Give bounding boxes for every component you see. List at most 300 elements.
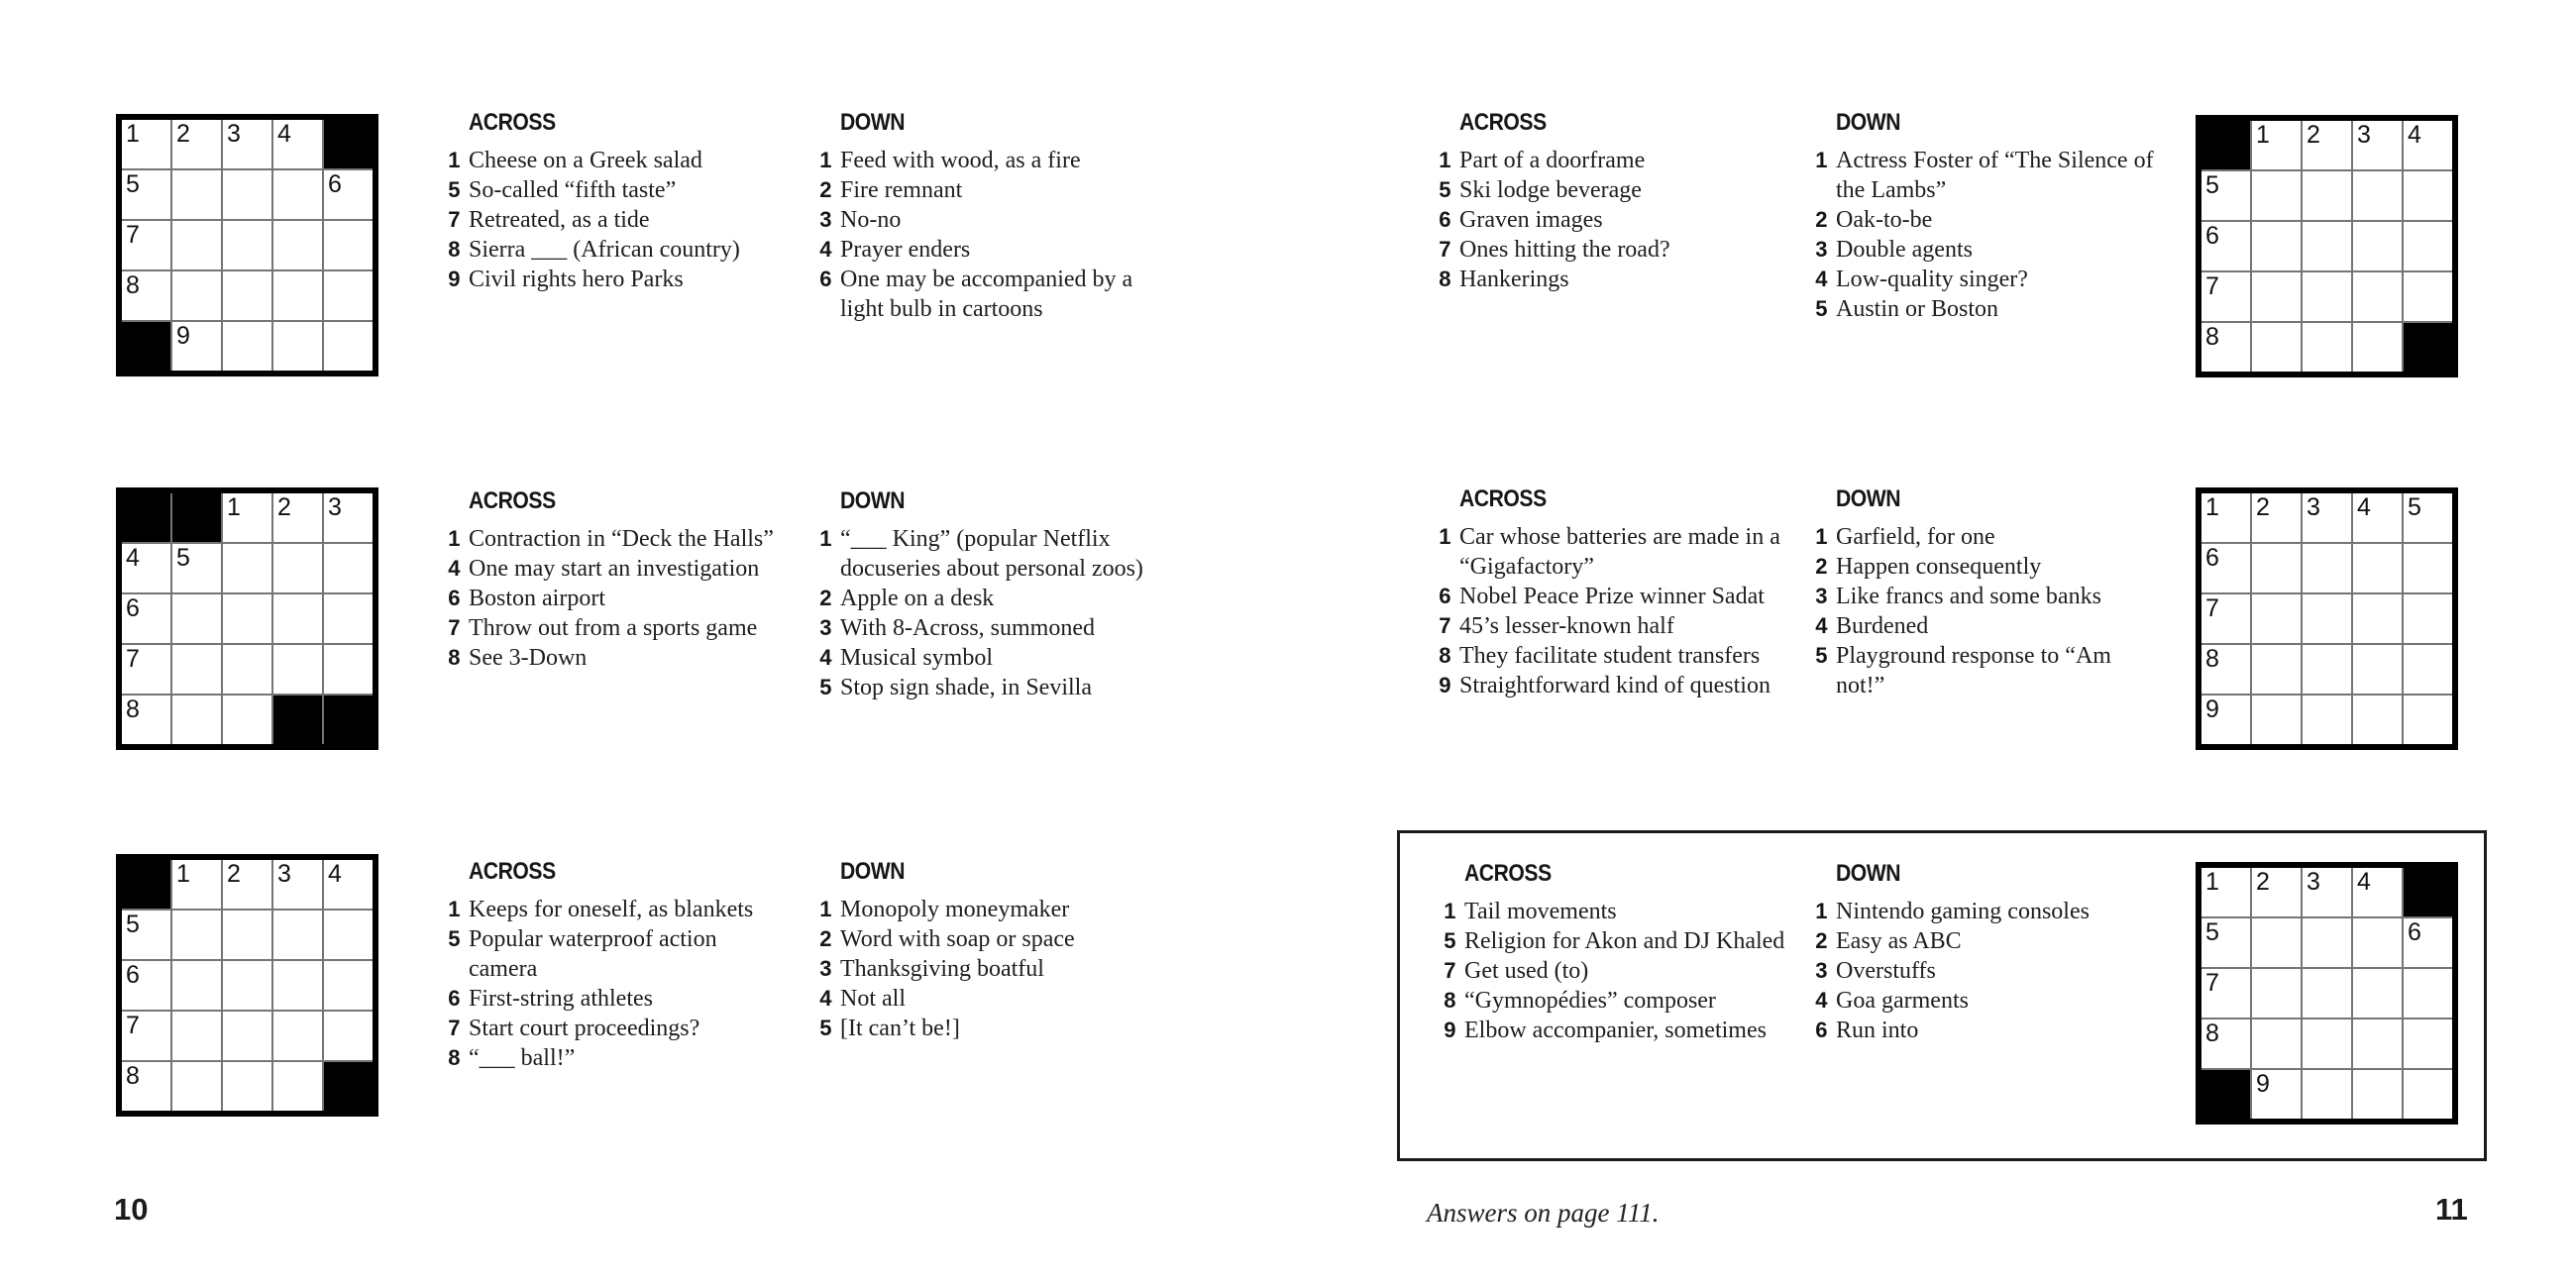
letter-square [324, 221, 373, 269]
letter-square [2353, 1020, 2402, 1068]
letter-square [273, 271, 322, 320]
letter-square [2303, 171, 2351, 220]
letter-square [2303, 1070, 2351, 1119]
clue-text: Playground response to “Am not!” [1836, 643, 2111, 698]
clue [434, 1043, 808, 1073]
black-square [172, 493, 221, 542]
letter-square [2303, 323, 2351, 372]
letter-square [172, 860, 221, 909]
square-number: 8 [126, 271, 140, 299]
clue [1430, 1016, 1804, 1045]
clue-text: Overstuffs [1836, 958, 1936, 984]
square-number: 5 [176, 544, 190, 572]
letter-square [2201, 272, 2250, 321]
clue-number: 7 [1444, 958, 1455, 983]
clue [1801, 582, 2176, 611]
letter-square [2404, 696, 2452, 744]
page-number-right: 11 [2435, 1192, 2468, 1227]
letter-square [2303, 1020, 2351, 1068]
clue-number: 8 [448, 645, 460, 670]
square-number: 8 [126, 1062, 140, 1090]
clue-text: Graven images [1459, 207, 1603, 233]
clue-text: Religion for Akon and DJ Khaled [1464, 928, 1785, 954]
puzzle-6-down-clues [1801, 860, 2176, 1045]
letter-square [2404, 1070, 2452, 1119]
clue-number: 3 [1815, 237, 1827, 262]
puzzle-1-across-clues [434, 109, 808, 294]
letter-square [2201, 1020, 2250, 1068]
clue-number: 3 [1815, 958, 1827, 983]
clue-text: Thanksgiving boatful [840, 956, 1044, 982]
square-number: 8 [126, 696, 140, 723]
clue-text: Popular waterproof action camera [469, 926, 717, 982]
square-number: 2 [176, 120, 190, 148]
clue [1801, 522, 2176, 552]
letter-square [2201, 544, 2250, 592]
letter-square [172, 271, 221, 320]
clue [434, 1014, 808, 1043]
clue-text: Like francs and some banks [1836, 584, 2101, 609]
clue [1801, 205, 2176, 235]
square-number: 8 [2205, 1020, 2219, 1047]
square-number: 6 [2408, 918, 2421, 946]
square-number: 8 [2205, 645, 2219, 673]
square-number: 6 [2205, 222, 2219, 250]
clue-text: Low-quality singer? [1836, 267, 2028, 292]
letter-square [273, 645, 322, 694]
letter-square [122, 170, 170, 219]
letter-square [172, 696, 221, 744]
clue-number: 2 [819, 926, 831, 951]
clue-text: They facilitate student transfers [1459, 643, 1761, 669]
letter-square [172, 221, 221, 269]
letter-square [273, 1062, 322, 1111]
clue-number: 6 [1815, 1018, 1827, 1042]
black-square [2201, 1070, 2250, 1119]
clue-number: 2 [819, 586, 831, 610]
clue-text: Straightforward kind of question [1459, 673, 1771, 698]
letter-square [2252, 594, 2301, 643]
clue-text: Contraction in “Deck the Halls” [469, 526, 774, 552]
letter-square [324, 271, 373, 320]
down-header: DOWN [1836, 109, 1901, 136]
clue-text: So-called “fifth taste” [469, 177, 677, 203]
square-number: 7 [126, 645, 140, 673]
square-number: 7 [126, 221, 140, 249]
black-square [324, 696, 373, 744]
square-number: 8 [2205, 323, 2219, 351]
letter-square [273, 911, 322, 959]
down-header: DOWN [840, 858, 906, 885]
clue-text: Double agents [1836, 237, 1973, 263]
clue-text: Throw out from a sports game [469, 615, 758, 641]
black-square [2404, 868, 2452, 916]
letter-square [2404, 544, 2452, 592]
clue-text: Nintendo gaming consoles [1836, 899, 2090, 924]
letter-square [2404, 918, 2452, 967]
clue-number: 6 [819, 267, 831, 291]
clue-text: Retreated, as a tide [469, 207, 650, 233]
clue-number: 7 [1439, 613, 1450, 638]
letter-square [273, 170, 322, 219]
letter-square [2201, 645, 2250, 694]
down-header: DOWN [840, 109, 906, 136]
clue-text: Cheese on a Greek salad [469, 148, 702, 173]
clue-text: “___ ball!” [469, 1045, 576, 1071]
clue [1430, 956, 1804, 986]
clue [1801, 926, 2176, 956]
letter-square [273, 120, 322, 168]
clue-number: 5 [448, 177, 460, 202]
clue-number: 9 [448, 267, 460, 291]
letter-square [122, 271, 170, 320]
clue [1801, 956, 2176, 986]
letter-square [2303, 121, 2351, 169]
letter-square [2404, 121, 2452, 169]
clue-number: 2 [819, 177, 831, 202]
letter-square [273, 493, 322, 542]
clue-number: 5 [1439, 177, 1450, 202]
crossword-grid-5 [2196, 487, 2458, 750]
letter-square [273, 322, 322, 371]
letter-square [172, 544, 221, 592]
square-number: 5 [126, 170, 140, 198]
clue-number: 6 [448, 586, 460, 610]
clue-number: 8 [1439, 267, 1450, 291]
clue-number: 5 [819, 675, 831, 699]
letter-square [2252, 868, 2301, 916]
clue-number: 1 [1439, 524, 1450, 549]
puzzle-4-down-clues [1801, 109, 2176, 324]
clue [805, 643, 1180, 673]
black-square [122, 322, 170, 371]
clue [1801, 146, 2176, 205]
letter-square [2353, 323, 2402, 372]
letter-square [2252, 1020, 2301, 1068]
letter-square [2201, 868, 2250, 916]
clue [1425, 611, 1799, 641]
across-header: ACROSS [1459, 485, 1547, 512]
clue-text: Oak-to-be [1836, 207, 1933, 233]
clue [434, 895, 808, 924]
letter-square [172, 1012, 221, 1060]
clue [1425, 146, 1799, 175]
letter-square [172, 120, 221, 168]
across-header: ACROSS [469, 858, 556, 885]
letter-square [2404, 171, 2452, 220]
clue [1425, 265, 1799, 294]
letter-square [324, 1012, 373, 1060]
square-number: 4 [277, 120, 291, 148]
clue-text: Actress Foster of “The Silence of the Lambs” [1836, 148, 2154, 203]
clue-number: 5 [819, 1016, 831, 1040]
letter-square [2252, 918, 2301, 967]
letter-square [223, 544, 271, 592]
letter-square [2252, 969, 2301, 1018]
letter-square [2404, 272, 2452, 321]
clue-number: 8 [1444, 988, 1455, 1013]
letter-square [223, 322, 271, 371]
letter-square [324, 544, 373, 592]
clue-text: Goa garments [1836, 988, 1969, 1014]
letter-square [2404, 222, 2452, 270]
letter-square [122, 594, 170, 643]
letter-square [324, 322, 373, 371]
clue-text: Feed with wood, as a fire [840, 148, 1081, 173]
clue-number: 1 [819, 526, 831, 551]
letter-square [122, 120, 170, 168]
clue-text: Garfield, for one [1836, 524, 1995, 550]
letter-square [2303, 918, 2351, 967]
down-header: DOWN [1836, 860, 1901, 887]
clue [805, 205, 1180, 235]
letter-square [2353, 594, 2402, 643]
clue [1430, 926, 1804, 956]
clue-number: 4 [819, 645, 831, 670]
square-number: 1 [2256, 121, 2270, 149]
letter-square [2252, 323, 2301, 372]
square-number: 4 [126, 544, 140, 572]
square-number: 4 [2357, 868, 2371, 896]
letter-square [2252, 1070, 2301, 1119]
clue [1425, 582, 1799, 611]
page-number-left: 10 [114, 1192, 149, 1227]
clue-number: 4 [819, 986, 831, 1011]
letter-square [122, 911, 170, 959]
clue-number: 1 [1815, 524, 1827, 549]
answers-note: Answers on page 111. [1427, 1198, 1660, 1228]
letter-square [2201, 222, 2250, 270]
square-number: 7 [2205, 594, 2219, 622]
clue-text: Car whose batteries are made in a “Gigafactory” [1459, 524, 1780, 580]
clue-text: Tail movements [1464, 899, 1617, 924]
clue-number: 2 [1815, 928, 1827, 953]
clue-text: Run into [1836, 1018, 1919, 1043]
clue-number: 4 [819, 237, 831, 262]
square-number: 1 [176, 860, 190, 888]
clue-text: One may start an investigation [469, 556, 760, 582]
clue [805, 613, 1180, 643]
letter-square [2252, 121, 2301, 169]
letter-square [273, 544, 322, 592]
clue-number: 3 [819, 956, 831, 981]
clue-text: First-string athletes [469, 986, 653, 1012]
letter-square [2353, 121, 2402, 169]
clue-text: Keeps for oneself, as blankets [469, 897, 754, 922]
letter-square [2303, 969, 2351, 1018]
square-number: 4 [328, 860, 342, 888]
letter-square [172, 1062, 221, 1111]
clue-text: Not all [840, 986, 906, 1012]
clue-number: 6 [448, 986, 460, 1011]
letter-square [273, 860, 322, 909]
clue [1801, 265, 2176, 294]
clue-text: Word with soap or space [840, 926, 1075, 952]
crossword-grid-3 [116, 854, 378, 1117]
letter-square [2353, 1070, 2402, 1119]
clue-text: Musical symbol [840, 645, 993, 671]
clue [1801, 986, 2176, 1016]
letter-square [2252, 222, 2301, 270]
clue-number: 1 [448, 526, 460, 551]
puzzle-6-across-clues [1430, 860, 1804, 1045]
square-number: 4 [2357, 493, 2371, 521]
clue-number: 5 [1444, 928, 1455, 953]
clue-text: With 8-Across, summoned [840, 615, 1096, 641]
letter-square [122, 1012, 170, 1060]
clue-number: 3 [819, 207, 831, 232]
letter-square [2303, 696, 2351, 744]
letter-square [324, 170, 373, 219]
clue-number: 5 [1815, 296, 1827, 321]
clue [434, 924, 808, 984]
clue [1801, 235, 2176, 265]
clue-number: 8 [1439, 643, 1450, 668]
letter-square [324, 645, 373, 694]
clue [805, 146, 1180, 175]
clue-text: Start court proceedings? [469, 1016, 700, 1041]
clue-number: 3 [1815, 584, 1827, 608]
square-number: 2 [277, 493, 291, 521]
letter-square [2303, 272, 2351, 321]
clue [805, 895, 1180, 924]
clue-text: Civil rights hero Parks [469, 267, 684, 292]
letter-square [122, 645, 170, 694]
clue [434, 984, 808, 1014]
clue-number: 1 [1439, 148, 1450, 172]
clue-text: Monopoly moneymaker [840, 897, 1070, 922]
clue [434, 205, 808, 235]
clue [805, 524, 1180, 584]
letter-square [172, 170, 221, 219]
letter-square [2404, 594, 2452, 643]
square-number: 9 [2256, 1070, 2270, 1098]
square-number: 3 [2307, 493, 2320, 521]
puzzle-4-across-clues [1425, 109, 1799, 294]
letter-square [223, 170, 271, 219]
clue-number: 4 [1815, 988, 1827, 1013]
clue-number: 1 [448, 148, 460, 172]
clue-text: Austin or Boston [1836, 296, 1999, 322]
letter-square [324, 911, 373, 959]
black-square [273, 696, 322, 744]
letter-square [2303, 645, 2351, 694]
letter-square [223, 961, 271, 1010]
clue-text: Hankerings [1459, 267, 1569, 292]
clue-number: 2 [1815, 554, 1827, 579]
letter-square [223, 493, 271, 542]
puzzle-2-down-clues [805, 487, 1180, 702]
square-number: 5 [126, 911, 140, 938]
letter-square [324, 594, 373, 643]
clue [434, 146, 808, 175]
letter-square [2252, 645, 2301, 694]
clue-number: 6 [1439, 584, 1450, 608]
clue-text: Nobel Peace Prize winner Sadat [1459, 584, 1765, 609]
crossword-grid-1 [116, 114, 378, 376]
letter-square [273, 594, 322, 643]
clue [1801, 552, 2176, 582]
clue [805, 1014, 1180, 1043]
black-square [2201, 121, 2250, 169]
letter-square [2201, 171, 2250, 220]
clue [1801, 641, 2176, 700]
letter-square [2303, 222, 2351, 270]
square-number: 5 [2205, 918, 2219, 946]
letter-square [2252, 493, 2301, 542]
letter-square [2303, 493, 2351, 542]
letter-square [223, 645, 271, 694]
letter-square [223, 120, 271, 168]
clue [1801, 1016, 2176, 1045]
clue [805, 954, 1180, 984]
clue [434, 584, 808, 613]
square-number: 1 [227, 493, 241, 521]
clue-text: Fire remnant [840, 177, 963, 203]
letter-square [2404, 645, 2452, 694]
square-number: 3 [277, 860, 291, 888]
clue [805, 265, 1180, 324]
letter-square [122, 544, 170, 592]
clue-text: Boston airport [469, 586, 605, 611]
square-number: 9 [176, 322, 190, 350]
clue-text: 45’s lesser-known half [1459, 613, 1674, 639]
clue-text: “Gymnopédies” composer [1464, 988, 1716, 1014]
puzzle-1-down-clues [805, 109, 1180, 324]
puzzle-3-down-clues [805, 858, 1180, 1043]
clue [434, 235, 808, 265]
clue-text: Easy as ABC [1836, 928, 1962, 954]
square-number: 1 [2205, 493, 2219, 521]
clue-number: 4 [448, 556, 460, 581]
clue [434, 265, 808, 294]
crossword-grid-6 [2196, 862, 2458, 1125]
clue [805, 924, 1180, 954]
letter-square [324, 493, 373, 542]
clue-number: 1 [1815, 899, 1827, 923]
clue-number: 7 [448, 207, 460, 232]
letter-square [2201, 969, 2250, 1018]
letter-square [2252, 544, 2301, 592]
clue-text: No-no [840, 207, 902, 233]
letter-square [324, 961, 373, 1010]
square-number: 3 [227, 120, 241, 148]
square-number: 7 [2205, 969, 2219, 997]
letter-square [2353, 868, 2402, 916]
clue-number: 9 [1444, 1018, 1455, 1042]
letter-square [2353, 544, 2402, 592]
square-number: 3 [328, 493, 342, 521]
square-number: 1 [126, 120, 140, 148]
square-number: 9 [2205, 696, 2219, 723]
clue [1430, 986, 1804, 1016]
crossword-grid-4 [2196, 115, 2458, 377]
square-number: 2 [2256, 868, 2270, 896]
crossword-grid-2 [116, 487, 378, 750]
square-number: 5 [2408, 493, 2421, 521]
clue-number: 2 [1815, 207, 1827, 232]
clue-text: [It can’t be!] [840, 1016, 960, 1041]
square-number: 7 [126, 1012, 140, 1039]
clue [1425, 235, 1799, 265]
clue-number: 5 [1815, 643, 1827, 668]
square-number: 2 [2256, 493, 2270, 521]
down-header: DOWN [1836, 485, 1901, 512]
letter-square [2404, 1020, 2452, 1068]
letter-square [223, 911, 271, 959]
clue-number: 8 [448, 1045, 460, 1070]
black-square [122, 493, 170, 542]
